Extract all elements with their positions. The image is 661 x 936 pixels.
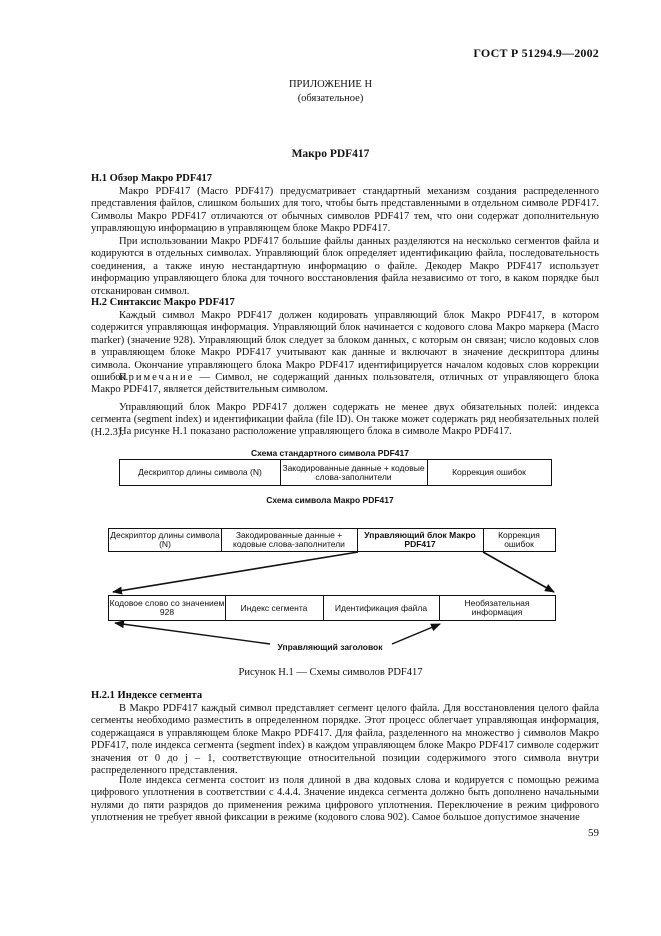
scheme2-cell-data: Закодированные данные + кодовые слова-заполнители (233, 530, 345, 549)
header-cell-optional: Необязательная информация (464, 598, 530, 617)
scheme2-cell-ecc: Коррекция ошибок (498, 530, 540, 549)
header-cell-file-id: Идентификация файла (334, 602, 428, 613)
scheme1-cell-length: Дескриптор длины символа (N) (138, 467, 262, 477)
section-heading-h2: Н.2 Синтаксис Макро PDF417 (91, 297, 235, 308)
figure-caption: Рисунок Н.1 — Схемы символов PDF417 (238, 667, 423, 678)
scheme1-title: Схема стандартного символа PDF417 (251, 448, 409, 458)
scheme2-box (108, 528, 556, 552)
header-cell-928: Кодовое слово со значением 928 (109, 598, 225, 617)
paragraph-h21-2: Поле индекса сегмента состоит из поля длиной в два кодовых слова и кодируется с помощью режима цифрового уплотнения в соответствии с 4.4.4. Значение индекса сегмента должно быть дополнено начальными нулями до пяти разрядов до применения режима цифрового уплотнения. Переключение в режим цифрового уплотнения не требует явной фиксации в режиме (кодового слова 902). Самое большое допустимое значение (91, 775, 599, 824)
arrow-left (113, 552, 358, 592)
label-arrow-right (392, 624, 440, 644)
standard-number: ГОСТ Р 51294.9—2002 (473, 46, 599, 60)
page-number: 59 (588, 827, 599, 839)
control-header-label: Управляющий заголовок (277, 642, 383, 652)
paragraph-h1-2: При использовании Макро PDF417 большие файлы данных разделяются на несколько сегментов файла и кодируются в отдельных символах. Управляющий блок определяет идентификацию файла, последовательность соединения, а также иную нестандартную информацию о файле. Декодер Макро PDF417 использует информацию управляющего блока для точного восстановления файла независимо от того, в каком порядке был отсканирован символ. (91, 236, 599, 297)
document-title: Макро PDF417 (291, 148, 370, 160)
paragraph-h1-1: Макро PDF417 (Macro PDF417) предусматривает стандартный механизм создания распределенного представления файлов, слишком больших для того, чтобы быть представленными в отдельном символе PDF417. Символы Макро PDF417 отличаются от обычных символов PDF417 тем, что они содержат дополнительную управляющую информацию в управляющем блоке Макро PDF417. (91, 186, 599, 235)
paragraph-h21-1: В Макро PDF417 каждый символ представляет сегмент целого файла. Для восстановления целого файла сегменты необходимо разместить в определенном порядке. Этот процесс облегчает управляющая информация, содержащаяся в управляющем блоке Макро PDF417. Для файла, разделенного на множество j символов Макро PDF417, поле индекса сегмента (segment index) в каждом управляющем блоке Макро PDF417 символе содержит значения от 0 до j – 1, соответствующие относительной позиции содержимого этого символа внутри распределенного представления. (91, 703, 599, 777)
paragraph-h2-3: На рисунке Н.1 показано расположение управляющего блока в символе Макро PDF417. (119, 426, 512, 437)
scheme1-box (119, 459, 552, 486)
scheme1-cell-ecc: Коррекция ошибок (452, 467, 526, 477)
arrow-right (483, 552, 554, 592)
scheme1-cell-data: Закодированные данные + кодовые слова-заполнители (282, 462, 425, 482)
section-heading-h1: Н.1 Обзор Макро PDF417 (91, 173, 213, 184)
control-header-box (108, 595, 556, 621)
paragraph-h2-2: Управляющий блок Макро PDF417 должен содержать не менее двух обязательных полей: индекса сегмента (segment index) и идентификации файла (file ID). Он также может содержать ряд необязательных полей (Н.2.3). (91, 402, 599, 438)
annex-title: ПРИЛОЖЕНИЕ Н (288, 79, 373, 90)
note-lead: Примечание (119, 372, 195, 383)
scheme2-cell-macro-block: Управляющий блок Макро PDF417 (364, 530, 476, 549)
scheme2-title: Схема символа Макро PDF417 (266, 495, 394, 505)
section-heading-h21: Н.2.1 Индексе сегмента (91, 690, 203, 701)
scheme2-cell-length: Дескриптор длины символа (N) (110, 530, 220, 549)
note: Примечание — Символ, не содержащий данных пользователя, отличных от управляющего блока Макро PDF417, является действительным символом. (91, 372, 599, 396)
paragraph-h2-1: Каждый символ Макро PDF417 должен кодировать управляющий блок Макро PDF417, в котором содержится управляющая информация. Управляющий блок начинается с кодового слова Макро маркера (Macro marker) (значение 928). Управляющий блок следует за блоком данных, с которым он связан; число кодовых слов в управляющем блоке Макро PDF417 учитывают как данные и включают в значение дескриптора длины символа. Окончание управляющего блока Макро PDF417 идентифицируется началом кодовых слов коррекции ошибок. (91, 310, 599, 384)
annex-status: (обязательное) (297, 93, 364, 104)
label-arrow-left (115, 623, 270, 644)
header-cell-segment-index: Индекс сегмента (240, 602, 308, 613)
